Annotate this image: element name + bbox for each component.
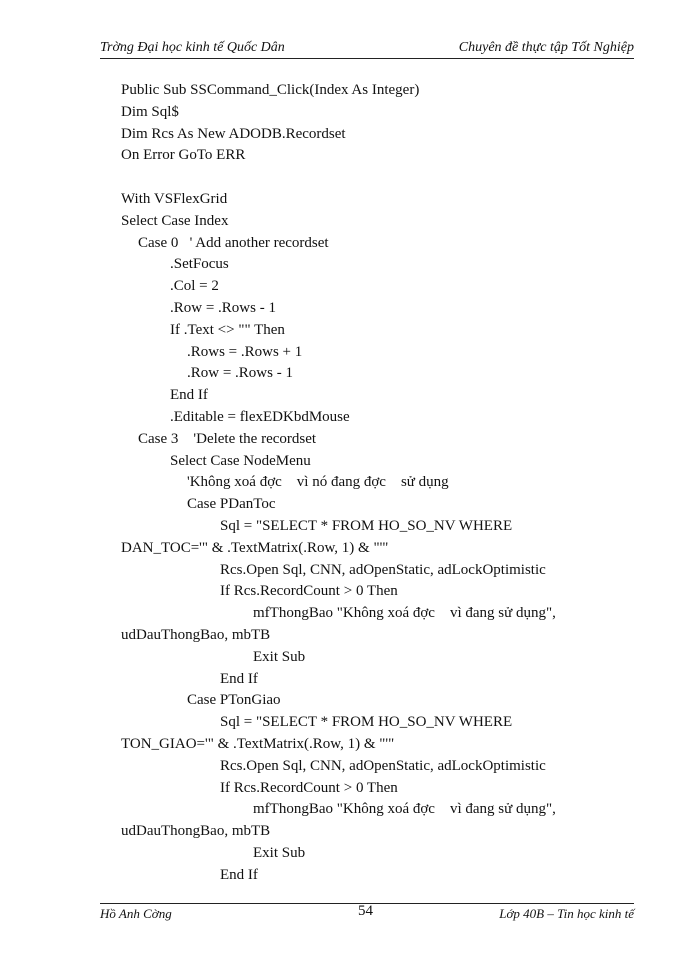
header-school: Trờng Đại học kinh tế Quốc Dân [100, 40, 285, 55]
code-line: Exit Sub [253, 845, 306, 861]
footer-class: Lớp 40B – Tin học kinh tế [499, 906, 634, 921]
code-line: Case PTonGiao [187, 692, 281, 709]
code-line: If Rcs.RecordCount > 0 Then [220, 583, 398, 600]
code-line: .Row = .Rows - 1 [170, 300, 276, 316]
code-line: 'Không xoá đợc vì nó đang đợc sử dụng [187, 474, 449, 491]
code-line: With VSFlexGrid [121, 191, 228, 207]
code-line: Exit Sub [253, 648, 306, 665]
code-line: Rcs.Open Sql, CNN, adOpenStatic, adLockOptimistic [220, 757, 546, 774]
code-line: End If [170, 387, 208, 404]
code-line: Select Case NodeMenu [170, 452, 311, 469]
code-line: Case 3 'Delete the recordset [138, 430, 317, 447]
code-line: udDauThongBao, mbTB [121, 627, 271, 643]
header-title: Chuyên đề thực tập Tốt Nghiệp [458, 40, 634, 55]
code-line: On Error GoTo ERR [121, 147, 246, 164]
code-line: Sql = "SELECT * FROM HO_SO_NV WHERE [220, 518, 513, 534]
page-number: 54 [358, 903, 373, 919]
code-line: .SetFocus [170, 256, 229, 273]
footer-author: Hồ Anh Cờng [100, 906, 172, 921]
code-line: Case 0 ' Add another recordset [138, 234, 329, 251]
code-line: Case PDanToc [187, 496, 276, 513]
code-line: If Rcs.RecordCount > 0 Then [220, 779, 398, 796]
code-line: .Row = .Rows - 1 [187, 365, 293, 382]
code-line: mfThongBao "Không xoá đợc vì đang sử dụng", [253, 801, 556, 818]
code-line: If .Text <> "" Then [170, 321, 285, 338]
header-divider [100, 58, 634, 59]
code-line: .Rows = .Rows + 1 [187, 343, 303, 360]
code-line: .Editable = flexEDKbdMouse [170, 409, 350, 425]
page-footer [100, 904, 634, 924]
code-line: Public Sub SSCommand_Click(Index As Integer) [121, 82, 420, 98]
code-line: Sql = "SELECT * FROM HO_SO_NV WHERE [220, 714, 513, 731]
code-line: Select Case Index [121, 212, 229, 229]
code-line: Rcs.Open Sql, CNN, adOpenStatic, adLockOptimistic [220, 561, 546, 578]
code-line: Dim Rcs As New ADODB.Recordset [121, 125, 346, 142]
code-line: mfThongBao "Không xoá đợc vì đang sử dụng", [253, 605, 556, 622]
code-line: Dim Sql$ [121, 103, 179, 120]
code-line: DAN_TOC='" & .TextMatrix(.Row, 1) & "'" [121, 539, 389, 556]
code-line: End If [220, 670, 258, 687]
code-line: TON_GIAO='" & .TextMatrix(.Row, 1) & "'" [121, 736, 395, 752]
page-header [100, 38, 634, 58]
code-line: End If [220, 866, 258, 883]
code-line: .Col = 2 [170, 278, 219, 295]
code-line: udDauThongBao, mbTB [121, 823, 271, 840]
